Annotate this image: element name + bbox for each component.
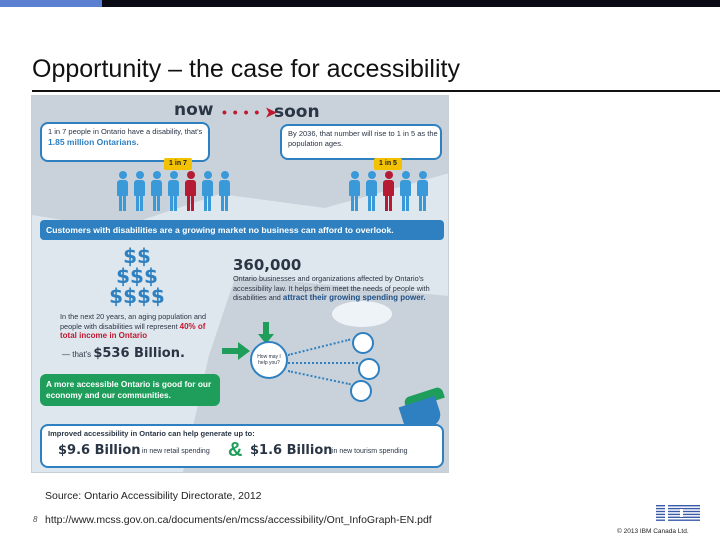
title-rule	[32, 90, 720, 92]
dotted-connector	[288, 362, 358, 364]
accessibility-circle-icon	[358, 358, 380, 380]
tag-1-in-7: 1 in 7	[164, 158, 192, 170]
dollar-signs-2: $$$	[116, 264, 158, 288]
source-citation: Source: Ontario Accessibility Directorate, 2012	[45, 490, 262, 502]
business-highlight: attract their growing spending power.	[282, 293, 426, 302]
help-circle: How may I help you?	[250, 341, 288, 379]
ibm-logo-icon	[656, 505, 700, 521]
arrow-right-icon	[222, 342, 250, 360]
person-icon	[167, 171, 180, 211]
person-icon	[365, 171, 378, 211]
slide-title: Opportunity – the case for accessibility	[32, 55, 460, 83]
top-bar	[0, 0, 720, 7]
spending-box	[40, 424, 444, 468]
now-box	[40, 122, 210, 162]
people-now	[116, 171, 231, 211]
dollar-signs-1: $$	[123, 244, 151, 268]
tourism-label: in new tourism spending	[332, 448, 408, 455]
person-icon	[116, 171, 129, 211]
retail-label: in new retail spending	[142, 448, 210, 455]
person-highlight-icon	[184, 171, 197, 211]
income-value: $536 Billion.	[93, 346, 185, 361]
person-icon	[218, 171, 231, 211]
population-highlight: 40% of total income in Ontario	[60, 321, 206, 340]
infographic	[31, 95, 449, 473]
person-icon	[150, 171, 163, 211]
soon-text: By 2036, that number will rise to 1 in 5 as the population ages.	[288, 129, 438, 148]
person-highlight-icon	[382, 171, 395, 211]
economy-box: A more accessible Ontario is good for our economy and our communities.	[40, 374, 220, 406]
person-icon	[416, 171, 429, 211]
market-banner: Customers with disabilities are a growing market no business can afford to overlook.	[40, 220, 444, 240]
person-icon	[133, 171, 146, 211]
source-link[interactable]: http://www.mcss.gov.on.ca/documents/en/mcss/accessibility/Ont_InfoGraph-EN.pdf	[45, 514, 432, 526]
accessibility-circle-icon	[350, 380, 372, 402]
income-total: — that's $536 Billion.	[62, 346, 185, 361]
tourism-value: $1.6 Billion	[250, 443, 333, 458]
top-bar-accent	[0, 0, 102, 7]
tag-1-in-5: 1 in 5	[374, 158, 402, 170]
soon-box	[280, 124, 442, 160]
ampersand: &	[228, 439, 243, 461]
people-soon	[348, 171, 429, 211]
retail-value: $9.6 Billion	[58, 443, 141, 458]
business-count: 360,000	[233, 256, 302, 274]
soon-heading: soon	[274, 102, 320, 122]
dollar-signs-3: $$$$	[109, 284, 165, 308]
spending-header: Improved accessibility in Ontario can help generate up to:	[48, 429, 255, 438]
now-highlight: 1.85 million Ontarians.	[48, 137, 139, 147]
page-number: 8	[33, 515, 38, 524]
now-heading: now	[174, 100, 214, 120]
accessibility-circle-icon	[352, 332, 374, 354]
business-desc: Ontario businesses and organizations affected by Ontario's accessibility law. It helps them meet the needs of people with disabilities and attract their growing spending power.	[233, 274, 430, 302]
person-icon	[399, 171, 412, 211]
lake-shape	[332, 301, 392, 327]
person-icon	[348, 171, 361, 211]
now-text: 1 in 7 people in Ontario have a disability, that's 1.85 million Ontarians.	[48, 127, 203, 147]
population-desc: In the next 20 years, an aging population and people with disabilities will represent 40% of total income in Ontario	[60, 312, 207, 340]
dots-arrow: • • • • ➤	[222, 104, 278, 120]
copyright: © 2013 IBM Canada Ltd.	[617, 528, 689, 535]
person-icon	[201, 171, 214, 211]
